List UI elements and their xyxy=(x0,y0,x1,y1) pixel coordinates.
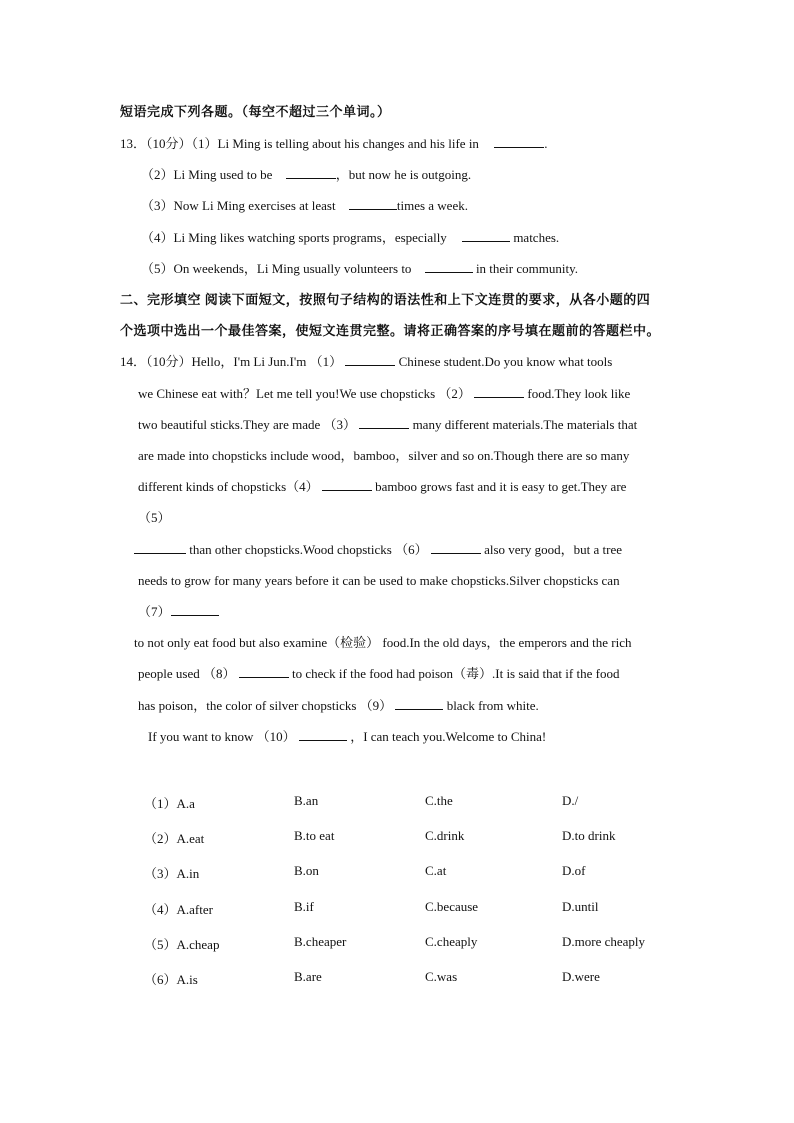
answer-blank[interactable] xyxy=(494,136,544,148)
answer-blank[interactable] xyxy=(425,261,473,273)
answer-blank[interactable] xyxy=(431,542,481,554)
answer-blank[interactable] xyxy=(345,354,395,366)
header-note: 短语完成下列各题。（每空不超过三个单词。） xyxy=(120,104,391,119)
q13-line-3: （3）Now Li Ming exercises at least times a week. xyxy=(141,198,468,213)
q13-number: 13．（10分） xyxy=(120,136,192,151)
answer-blank[interactable] xyxy=(395,698,443,710)
answer-blank[interactable] xyxy=(474,386,524,398)
answer-blank[interactable] xyxy=(286,167,336,179)
answer-blank[interactable] xyxy=(134,542,186,554)
answer-blank[interactable] xyxy=(239,666,289,678)
answer-blank[interactable] xyxy=(359,417,409,429)
answer-blank[interactable] xyxy=(462,230,510,242)
q13-line-2: （2）Li Ming used to be ，but now he is outgoing. xyxy=(141,167,472,182)
q14-number: 14．（10分） xyxy=(120,354,192,369)
answer-blank[interactable] xyxy=(322,479,372,491)
answer-blank[interactable] xyxy=(299,729,347,741)
q13-item-1: （1）Li Ming is telling about his changes and his life in xyxy=(191,136,479,151)
q13-line-4: （4）Li Ming likes watching sports programs，especially matches. xyxy=(141,230,560,245)
q13-line-5: （5）On weekends，Li Ming usually volunteers to in their community. xyxy=(141,261,578,276)
answer-blank[interactable] xyxy=(349,198,397,210)
answer-blank[interactable] xyxy=(171,604,219,616)
q13-line-1: 13．（10分）（1）Li Ming is telling about his changes and his life in . xyxy=(120,136,548,151)
